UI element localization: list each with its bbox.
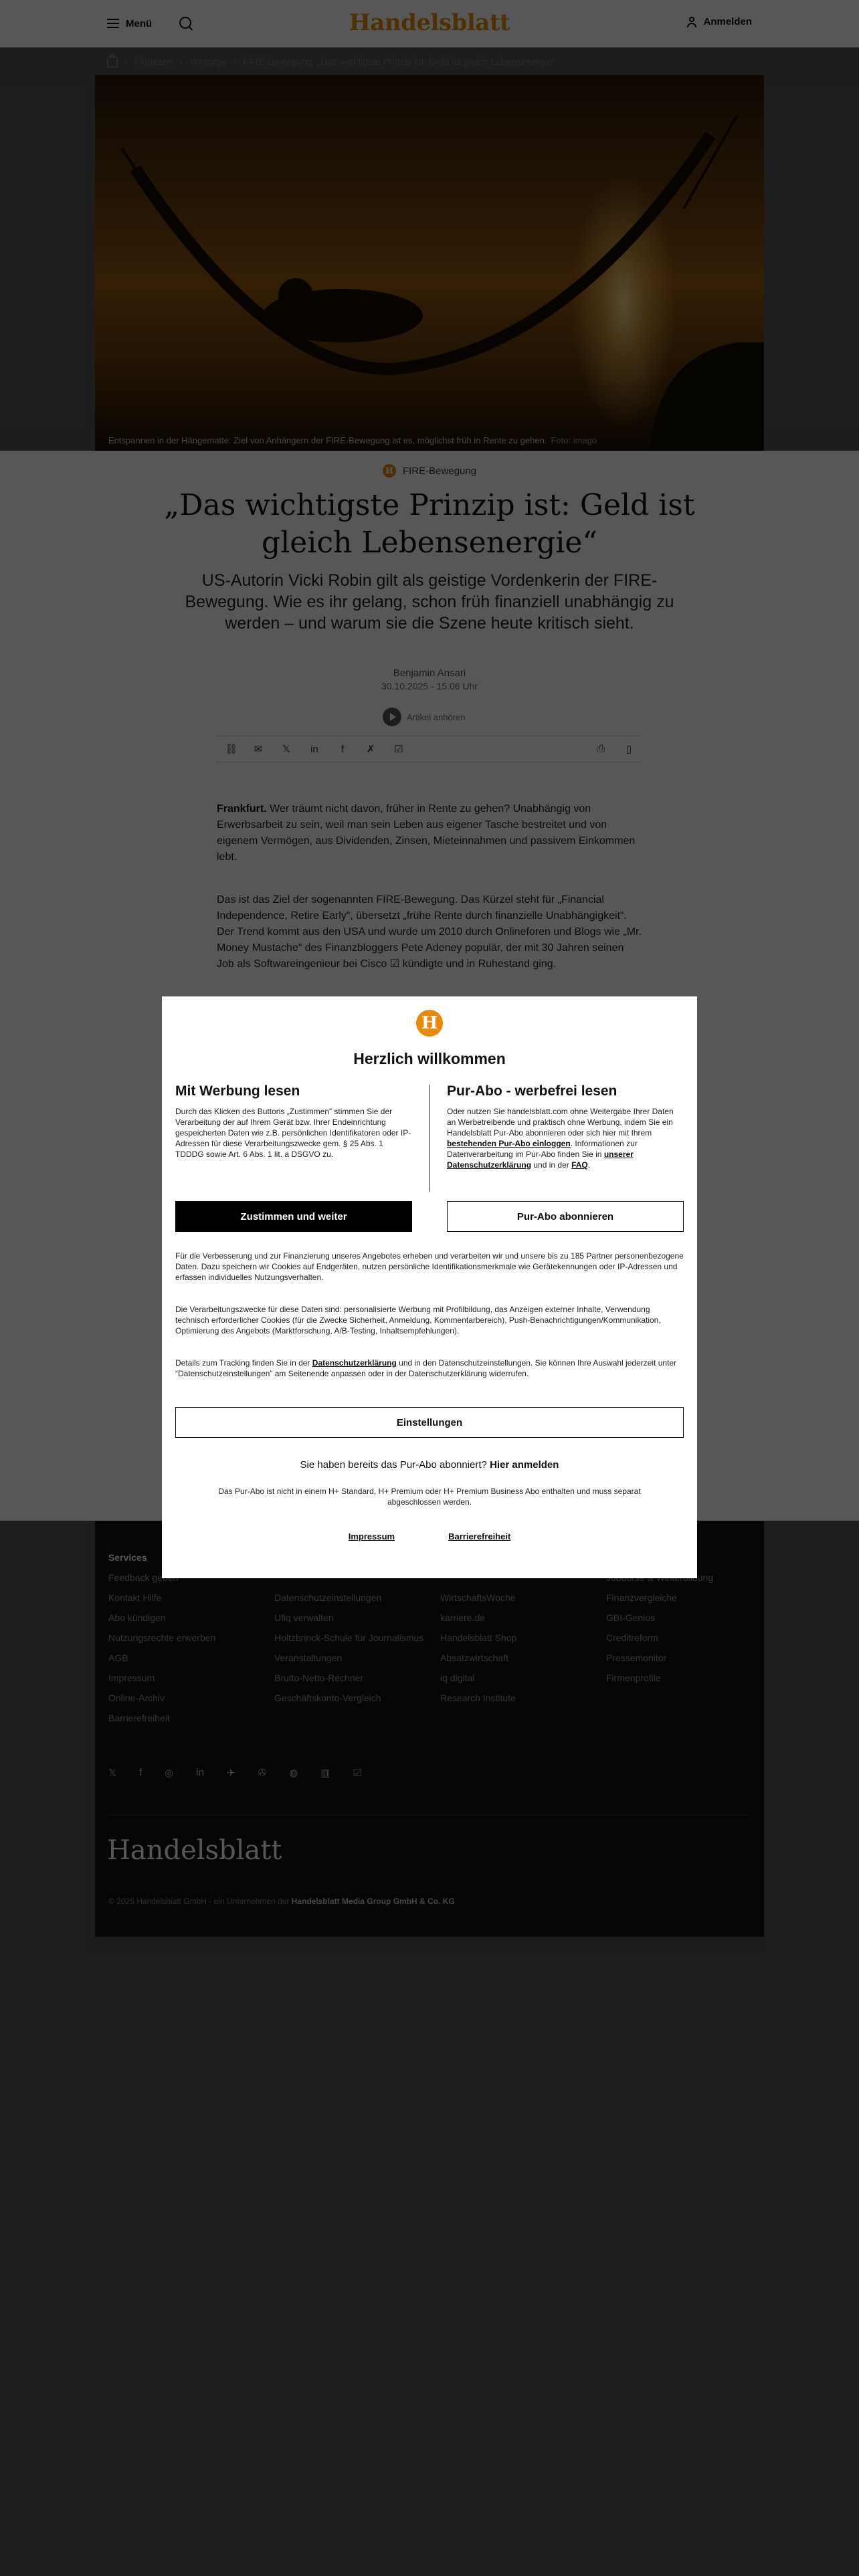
consent-modal (162, 996, 697, 1578)
consent-option-pur (447, 1083, 684, 1170)
pur-text-part: Oder nutzen Sie handelsblatt.com ohne Weitergabe Ihrer Daten an Werbetreibende und praktisch ohne Werbung, indem Sie ein Handelsblatt Pur-Abo abonnieren oder sich hier mit Ihrem (447, 1107, 674, 1138)
option-pur-text: Oder nutzen Sie handelsblatt.com ohne Weitergabe Ihrer Daten an Werbetreibende und praktisch ohne Werbung, indem Sie ein Handelsblatt Pur-Abo abonnieren oder sich hier mit Ihrem bestehenden Pur-Abo einloggen. Informationen zur Datenverarbeitung im Pur-Abo finden Sie in unserer Datenschutzerklärung und in der FAQ. (447, 1107, 674, 1170)
privacy-policy-link[interactable]: unserer Datenschutzerklärung (447, 1150, 634, 1170)
consent-details-paragraph (175, 1358, 684, 1379)
already-text: Sie haben bereits das Pur-Abo abonniert? (300, 1459, 487, 1471)
modal-title: Herzlich willkommen (353, 1050, 506, 1067)
option-ads-text: Durch das Klicken des Buttons „Zustimmen“ stimmen Sie der Verarbeitung der auf Ihrem Gerät bzw. Ihrer Endeinrichtung gespeicherten Daten wie z.B. persönlichen Identifikatoren oder IP-Adressen für diese Verarbeitungszwecke gem. § 25 Abs. 1 TDDDG sowie Art. 6 Abs. 1 lit. a DSGVO zu. (175, 1107, 411, 1159)
pur-note: Das Pur-Abo ist nicht in einem H+ Standard, H+ Premium oder H+ Premium Business Abo enthalten und muss separat abgeschlossen werden. (218, 1487, 641, 1507)
subscribe-pur-button[interactable]: Pur-Abo abonnieren (447, 1201, 684, 1232)
consent-purposes-paragraph: Die Verarbeitungszwecke für diese Daten sind: personalisierte Werbung mit Profilbildung, das Anzeigen externer Inhalte, Verwendung technisch erforderlicher Cookies (für die Zwecke Sicherheit, Anmeldung, Kommentarbereich), Push-Benachrichtigungen/Kommunikation, Optimierung des Angebots (Marktforschung, A/B-Testing, Inhaltsempfehlungen). (175, 1305, 661, 1335)
option-pur-title: Pur-Abo - werbefrei lesen (447, 1083, 617, 1099)
details-text: Details zum Tracking finden Sie in der (175, 1358, 310, 1368)
consent-info-paragraph: Für die Verbesserung und zur Finanzierung unseres Angebotes erheben und verarbeiten wir und unsere bis zu 185 Partner personenbezogene Daten. Dazu speichern wir Cookies auf Endgeräten, nutzen persönliche Identifikationsmerkmale wie Gerätekennungen oder IP-Adressen und erfassen individuelles Nutzungsverhalten. (175, 1251, 684, 1282)
impressum-link[interactable]: Impressum (348, 1531, 395, 1541)
privacy-link[interactable]: Datenschutzerklärung (312, 1358, 397, 1368)
accessibility-link[interactable]: Barrierefreiheit (448, 1531, 511, 1541)
modal-footer-links (162, 1531, 697, 1541)
pur-text-part: . Informationen zur Datenverarbeitung im Pur-Abo finden Sie in (447, 1139, 638, 1159)
handelsblatt-logo-icon: H (416, 1010, 443, 1037)
accept-button[interactable]: Zustimmen und weiter (175, 1201, 412, 1232)
signin-link[interactable]: Hier anmelden (490, 1459, 559, 1471)
settings-button[interactable]: Einstellungen (175, 1407, 684, 1438)
option-ads-title: Mit Werbung lesen (175, 1083, 300, 1099)
already-subscribed (162, 1459, 697, 1471)
pur-text-part: und in der (533, 1160, 569, 1170)
consent-option-ads (175, 1083, 412, 1160)
pur-login-link[interactable]: bestehenden Pur-Abo einloggen (447, 1139, 571, 1148)
details-text: und in den Datenschutzeinstellungen. Sie können Ihre Auswahl jederzeit unter “Datenschutzeinstellungen” am Seitenende anpassen oder in der Datenschutzerklärung widerrufen. (175, 1358, 677, 1378)
faq-link[interactable]: FAQ (571, 1160, 588, 1170)
